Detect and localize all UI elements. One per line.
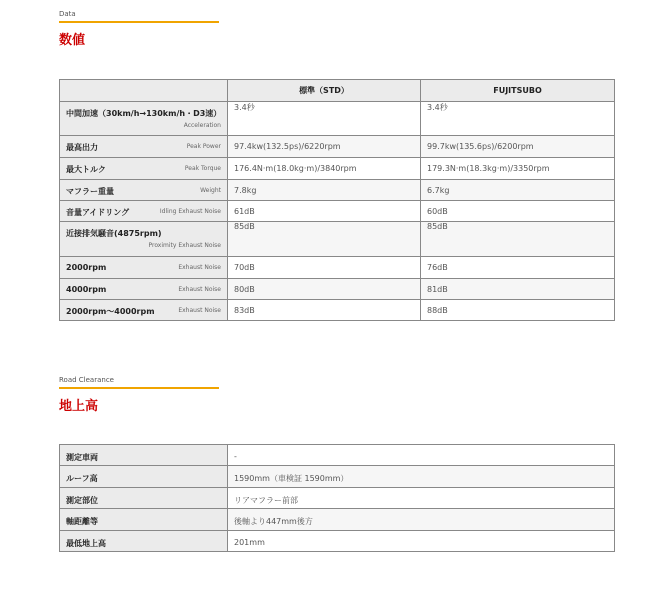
row-label: 測定部位	[60, 488, 228, 509]
std-value: 3.4秒	[228, 102, 421, 136]
row-label-en: Exhaust Noise	[178, 307, 221, 314]
row-label	[60, 180, 228, 201]
row-label	[60, 158, 228, 180]
row-label-jp: 近接排気騒音(4875rpm)	[66, 229, 162, 238]
section-underline	[59, 387, 219, 389]
row-value: 201mm	[228, 531, 615, 552]
section-underline	[59, 21, 219, 23]
table-row	[60, 488, 615, 509]
performance-table	[59, 79, 615, 321]
table-row	[60, 531, 615, 552]
fujitsubo-value: 81dB	[421, 279, 615, 300]
row-label-en: Acceleration	[183, 122, 221, 129]
row-label: 軸距離等	[60, 509, 228, 531]
row-label	[60, 102, 228, 136]
std-value: 83dB	[228, 300, 421, 321]
section-title: 地上高	[59, 399, 99, 414]
header-fujitsubo: FUJITSUBO	[421, 80, 615, 102]
table-row	[60, 466, 615, 488]
row-label-jp: 4000rpm	[66, 285, 107, 294]
header-empty	[60, 80, 228, 102]
table-row	[60, 136, 615, 158]
table-row	[60, 158, 615, 180]
fujitsubo-value: 88dB	[421, 300, 615, 321]
section-label-en: Road Clearance	[59, 376, 114, 384]
row-label	[60, 279, 228, 300]
row-label-en: Peak Power	[186, 143, 221, 150]
fujitsubo-value: 6.7kg	[421, 180, 615, 201]
table-row	[60, 222, 615, 257]
row-label-jp: 最大トルク	[66, 165, 106, 174]
row-label	[60, 136, 228, 158]
row-label-en: Peak Torque	[184, 165, 221, 172]
row-value: 1590mm（車検証 1590mm）	[228, 466, 615, 488]
table-row	[60, 257, 615, 279]
fujitsubo-value: 85dB	[421, 222, 615, 257]
row-label-jp: 2000rpm〜4000rpm	[66, 307, 155, 316]
std-value: 97.4kw(132.5ps)/6220rpm	[228, 136, 421, 158]
row-label-en: Proximity Exhaust Noise	[148, 242, 221, 249]
row-label	[60, 257, 228, 279]
table-row	[60, 201, 615, 222]
clearance-section-header	[59, 376, 219, 415]
row-value: リアマフラー前部	[228, 488, 615, 509]
row-value: -	[228, 445, 615, 466]
row-label: 最低地上高	[60, 531, 228, 552]
row-value: 後軸より447mm後方	[228, 509, 615, 531]
data-section-header	[59, 10, 219, 49]
fujitsubo-value: 60dB	[421, 201, 615, 222]
table-row	[60, 445, 615, 466]
row-label-jp: 2000rpm	[66, 263, 107, 272]
std-value: 80dB	[228, 279, 421, 300]
std-value: 61dB	[228, 201, 421, 222]
row-label-en: Weight	[200, 187, 221, 194]
row-label-en: Exhaust Noise	[178, 264, 221, 271]
std-value: 70dB	[228, 257, 421, 279]
row-label	[60, 300, 228, 321]
row-label: 測定車両	[60, 445, 228, 466]
section-title: 数値	[59, 33, 86, 48]
table-row	[60, 279, 615, 300]
std-value: 85dB	[228, 222, 421, 257]
fujitsubo-value: 3.4秒	[421, 102, 615, 136]
section-label-en: Data	[59, 10, 76, 18]
header-std: 標準（STD）	[228, 80, 421, 102]
table-row	[60, 300, 615, 321]
row-label-jp: マフラー重量	[66, 187, 114, 196]
fujitsubo-value: 76dB	[421, 257, 615, 279]
std-value: 7.8kg	[228, 180, 421, 201]
clearance-table	[59, 444, 615, 552]
row-label	[60, 201, 228, 222]
row-label	[60, 222, 228, 257]
table-row	[60, 180, 615, 201]
row-label-jp: 音量アイドリング	[66, 208, 130, 217]
row-label: ルーフ高	[60, 466, 228, 488]
row-label-en: Exhaust Noise	[178, 286, 221, 293]
fujitsubo-value: 99.7kw(135.6ps)/6200rpm	[421, 136, 615, 158]
table-row	[60, 509, 615, 531]
row-label-jp: 中間加速（30km/h→130km/h・D3速）	[66, 109, 222, 118]
table-row	[60, 102, 615, 136]
std-value: 176.4N·m(18.0kg·m)/3840rpm	[228, 158, 421, 180]
fujitsubo-value: 179.3N·m(18.3kg·m)/3350rpm	[421, 158, 615, 180]
table-header-row	[60, 80, 615, 102]
row-label-en: Idling Exhaust Noise	[159, 208, 221, 215]
row-label-jp: 最高出力	[66, 143, 98, 152]
